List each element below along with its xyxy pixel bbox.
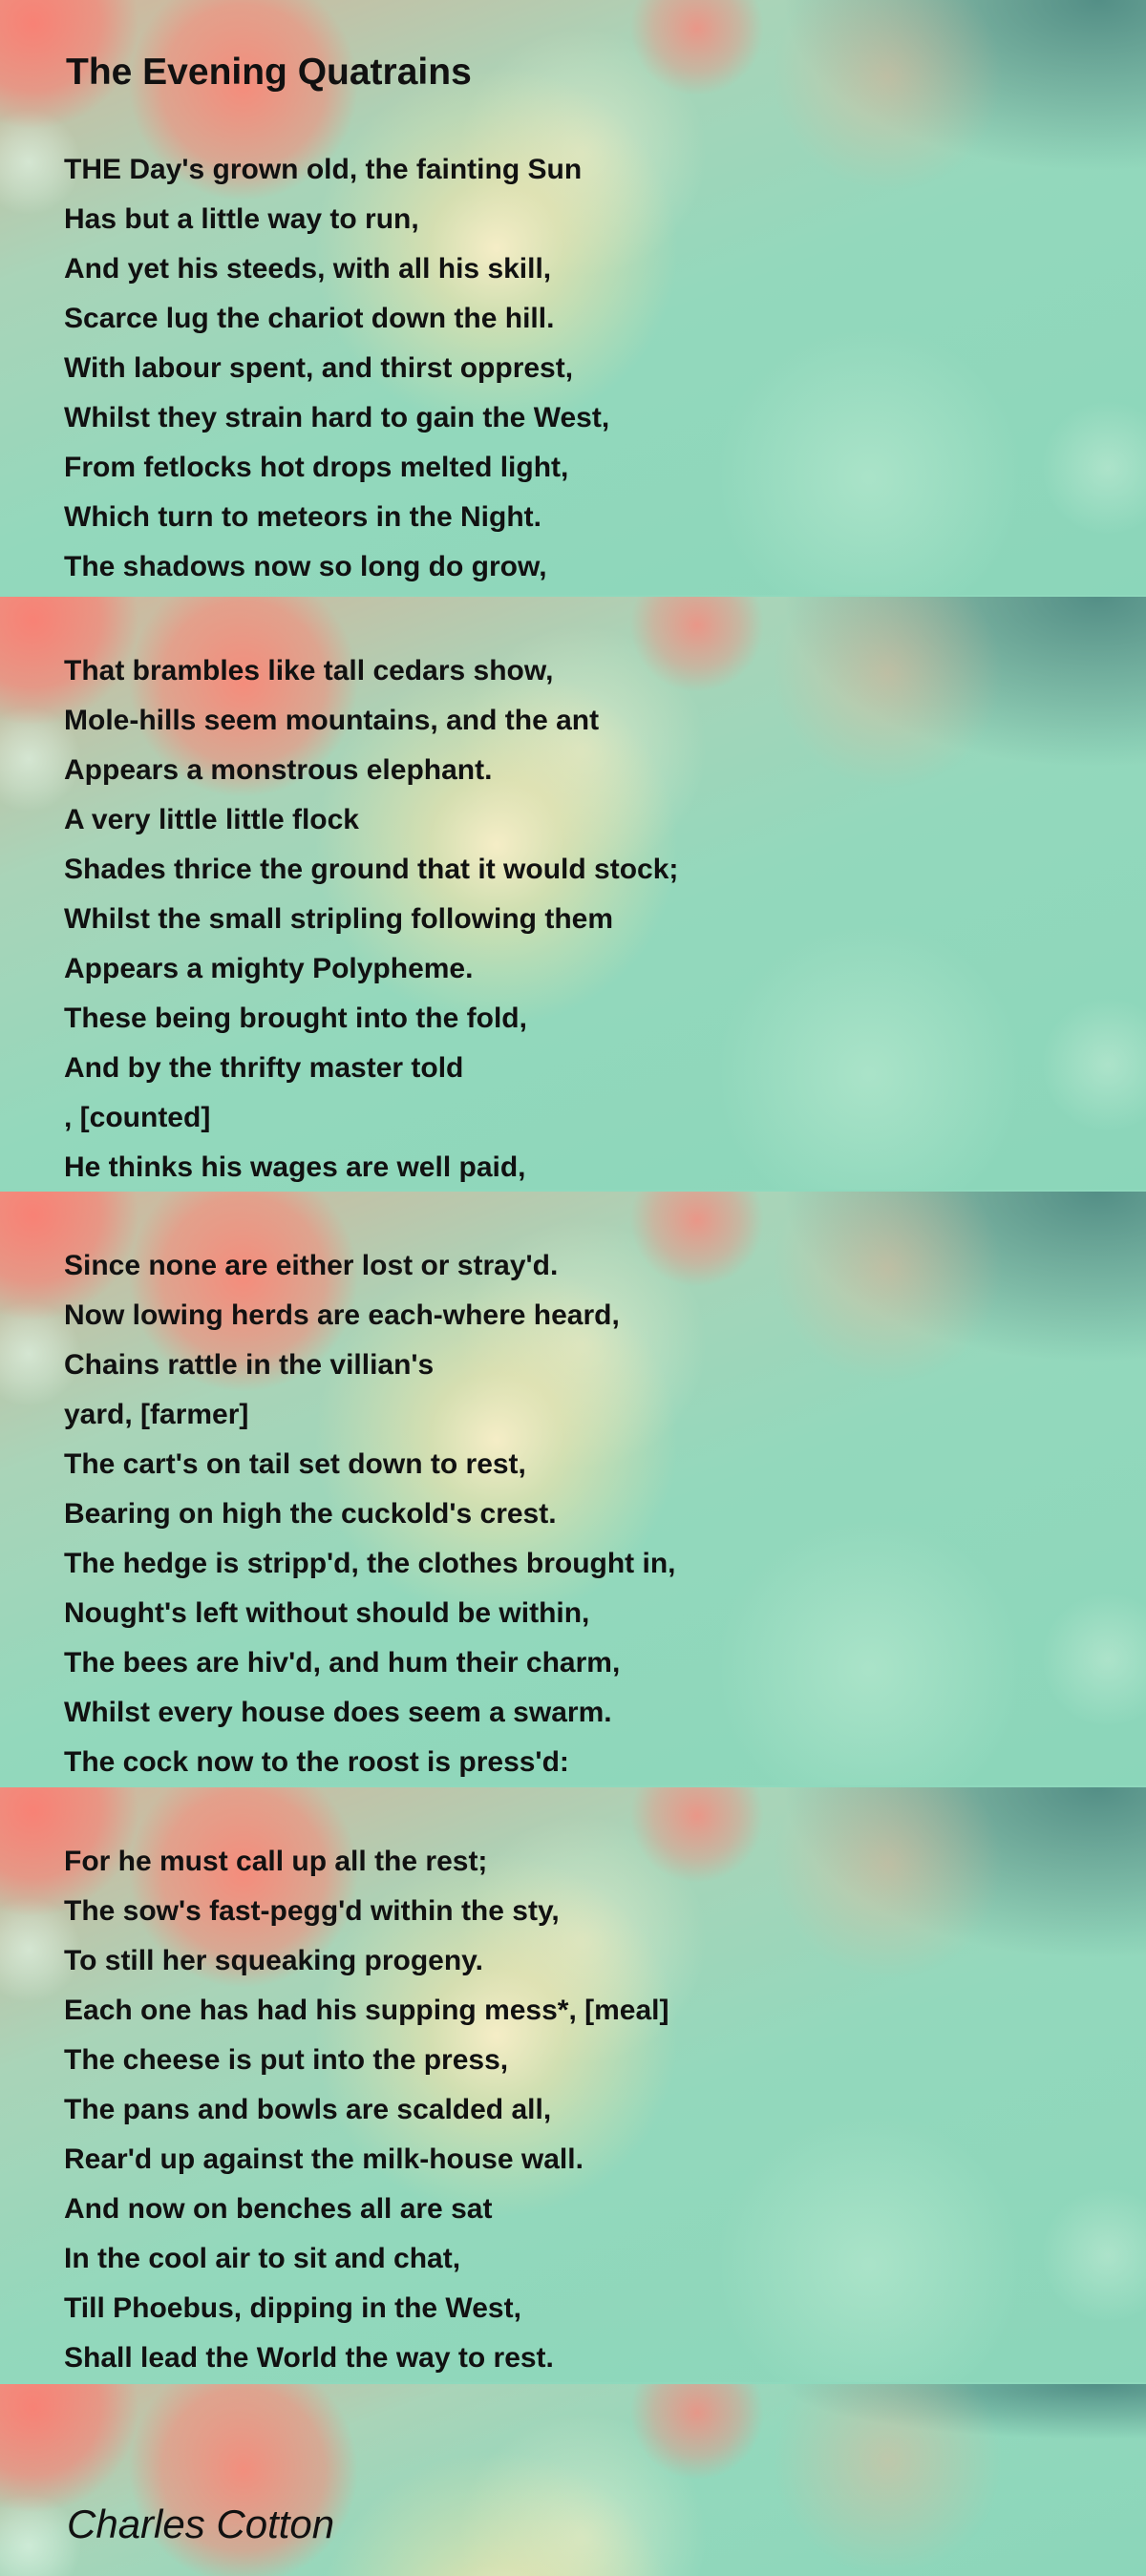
poem-line: Appears a monstrous elephant. — [64, 754, 493, 786]
poem-line: Mole-hills seem mountains, and the ant — [64, 705, 600, 736]
poem-line: A very little little flock — [64, 804, 359, 835]
poem-panel-4 — [0, 1787, 1146, 2382]
poem-line: With labour spent, and thirst opprest, — [64, 352, 574, 384]
poem-line: Shall lead the World the way to rest. — [64, 2342, 554, 2374]
poem-line: And now on benches all are sat — [64, 2193, 493, 2225]
poem-stanza-1 — [64, 145, 609, 592]
poem-stanza-2 — [64, 646, 678, 1190]
poem-panel-3 — [0, 1192, 1146, 1785]
poem-line: He thinks his wages are well paid, — [64, 1151, 526, 1183]
poem-line: Scarce lug the chariot down the hill. — [64, 303, 555, 334]
poem-line: And yet his steeds, with all his skill, — [64, 253, 552, 285]
poem-stanza-3 — [64, 1241, 676, 1785]
poem-line: The cheese is put into the press, — [64, 2044, 509, 2076]
poem-line: Whilst they strain hard to gain the West, — [64, 402, 610, 433]
poem-line: That brambles like tall cedars show, — [64, 655, 554, 686]
author-panel — [0, 2384, 1146, 2576]
poem-line: Whilst every house does seem a swarm. — [64, 1697, 612, 1728]
poem-line: The cart's on tail set down to rest, — [64, 1448, 526, 1480]
poem-line: From fetlocks hot drops melted light, — [64, 452, 569, 483]
poem-line: Now lowing herds are each-where heard, — [64, 1299, 620, 1331]
poem-line: The sow's fast-pegg'd within the sty, — [64, 1895, 560, 1927]
poem-line: Till Phoebus, dipping in the West, — [64, 2292, 521, 2324]
poem-line: Each one has had his supping mess*, [meal] — [64, 1995, 669, 2026]
poem-line: Since none are either lost or stray'd. — [64, 1250, 559, 1281]
poem-line: And by the thrifty master told — [64, 1052, 464, 1084]
poem-line: Chains rattle in the villian's — [64, 1349, 435, 1381]
poem-line: Which turn to meteors in the Night. — [64, 501, 541, 533]
poem-line: Nought's left without should be within, — [64, 1597, 590, 1629]
poem-author: Charles Cotton — [67, 2502, 335, 2546]
poem-line: yard, [farmer] — [64, 1399, 249, 1430]
poem-line: Appears a mighty Polypheme. — [64, 953, 474, 984]
poem-panel-2 — [0, 597, 1146, 1190]
poem-line: , [counted] — [64, 1102, 211, 1133]
poem-line: The shadows now so long do grow, — [64, 551, 547, 582]
poem-panel-1 — [0, 0, 1146, 595]
poem-line: For he must call up all the rest; — [64, 1846, 488, 1877]
poem-line: The cock now to the roost is press'd: — [64, 1746, 569, 1778]
poem-line: Rear'd up against the milk-house wall. — [64, 2143, 584, 2175]
poem-line: These being brought into the fold, — [64, 1003, 527, 1034]
poem-line: Whilst the small stripling following them — [64, 903, 614, 935]
poem-line: The bees are hiv'd, and hum their charm, — [64, 1647, 621, 1679]
poem-title: The Evening Quatrains — [66, 52, 472, 93]
poem-line: In the cool air to sit and chat, — [64, 2243, 461, 2274]
poem-stanza-4 — [64, 1837, 669, 2382]
poem-line: Bearing on high the cuckold's crest. — [64, 1498, 557, 1530]
poem-line: Shades thrice the ground that it would stock; — [64, 854, 679, 885]
poem-line: THE Day's grown old, the fainting Sun — [64, 154, 583, 185]
poem-line: The pans and bowls are scalded all, — [64, 2094, 552, 2125]
poem-line: Has but a little way to run, — [64, 203, 419, 235]
poem-line: To still her squeaking progeny. — [64, 1945, 483, 1976]
poem-line: The hedge is stripp'd, the clothes brought in, — [64, 1548, 676, 1579]
